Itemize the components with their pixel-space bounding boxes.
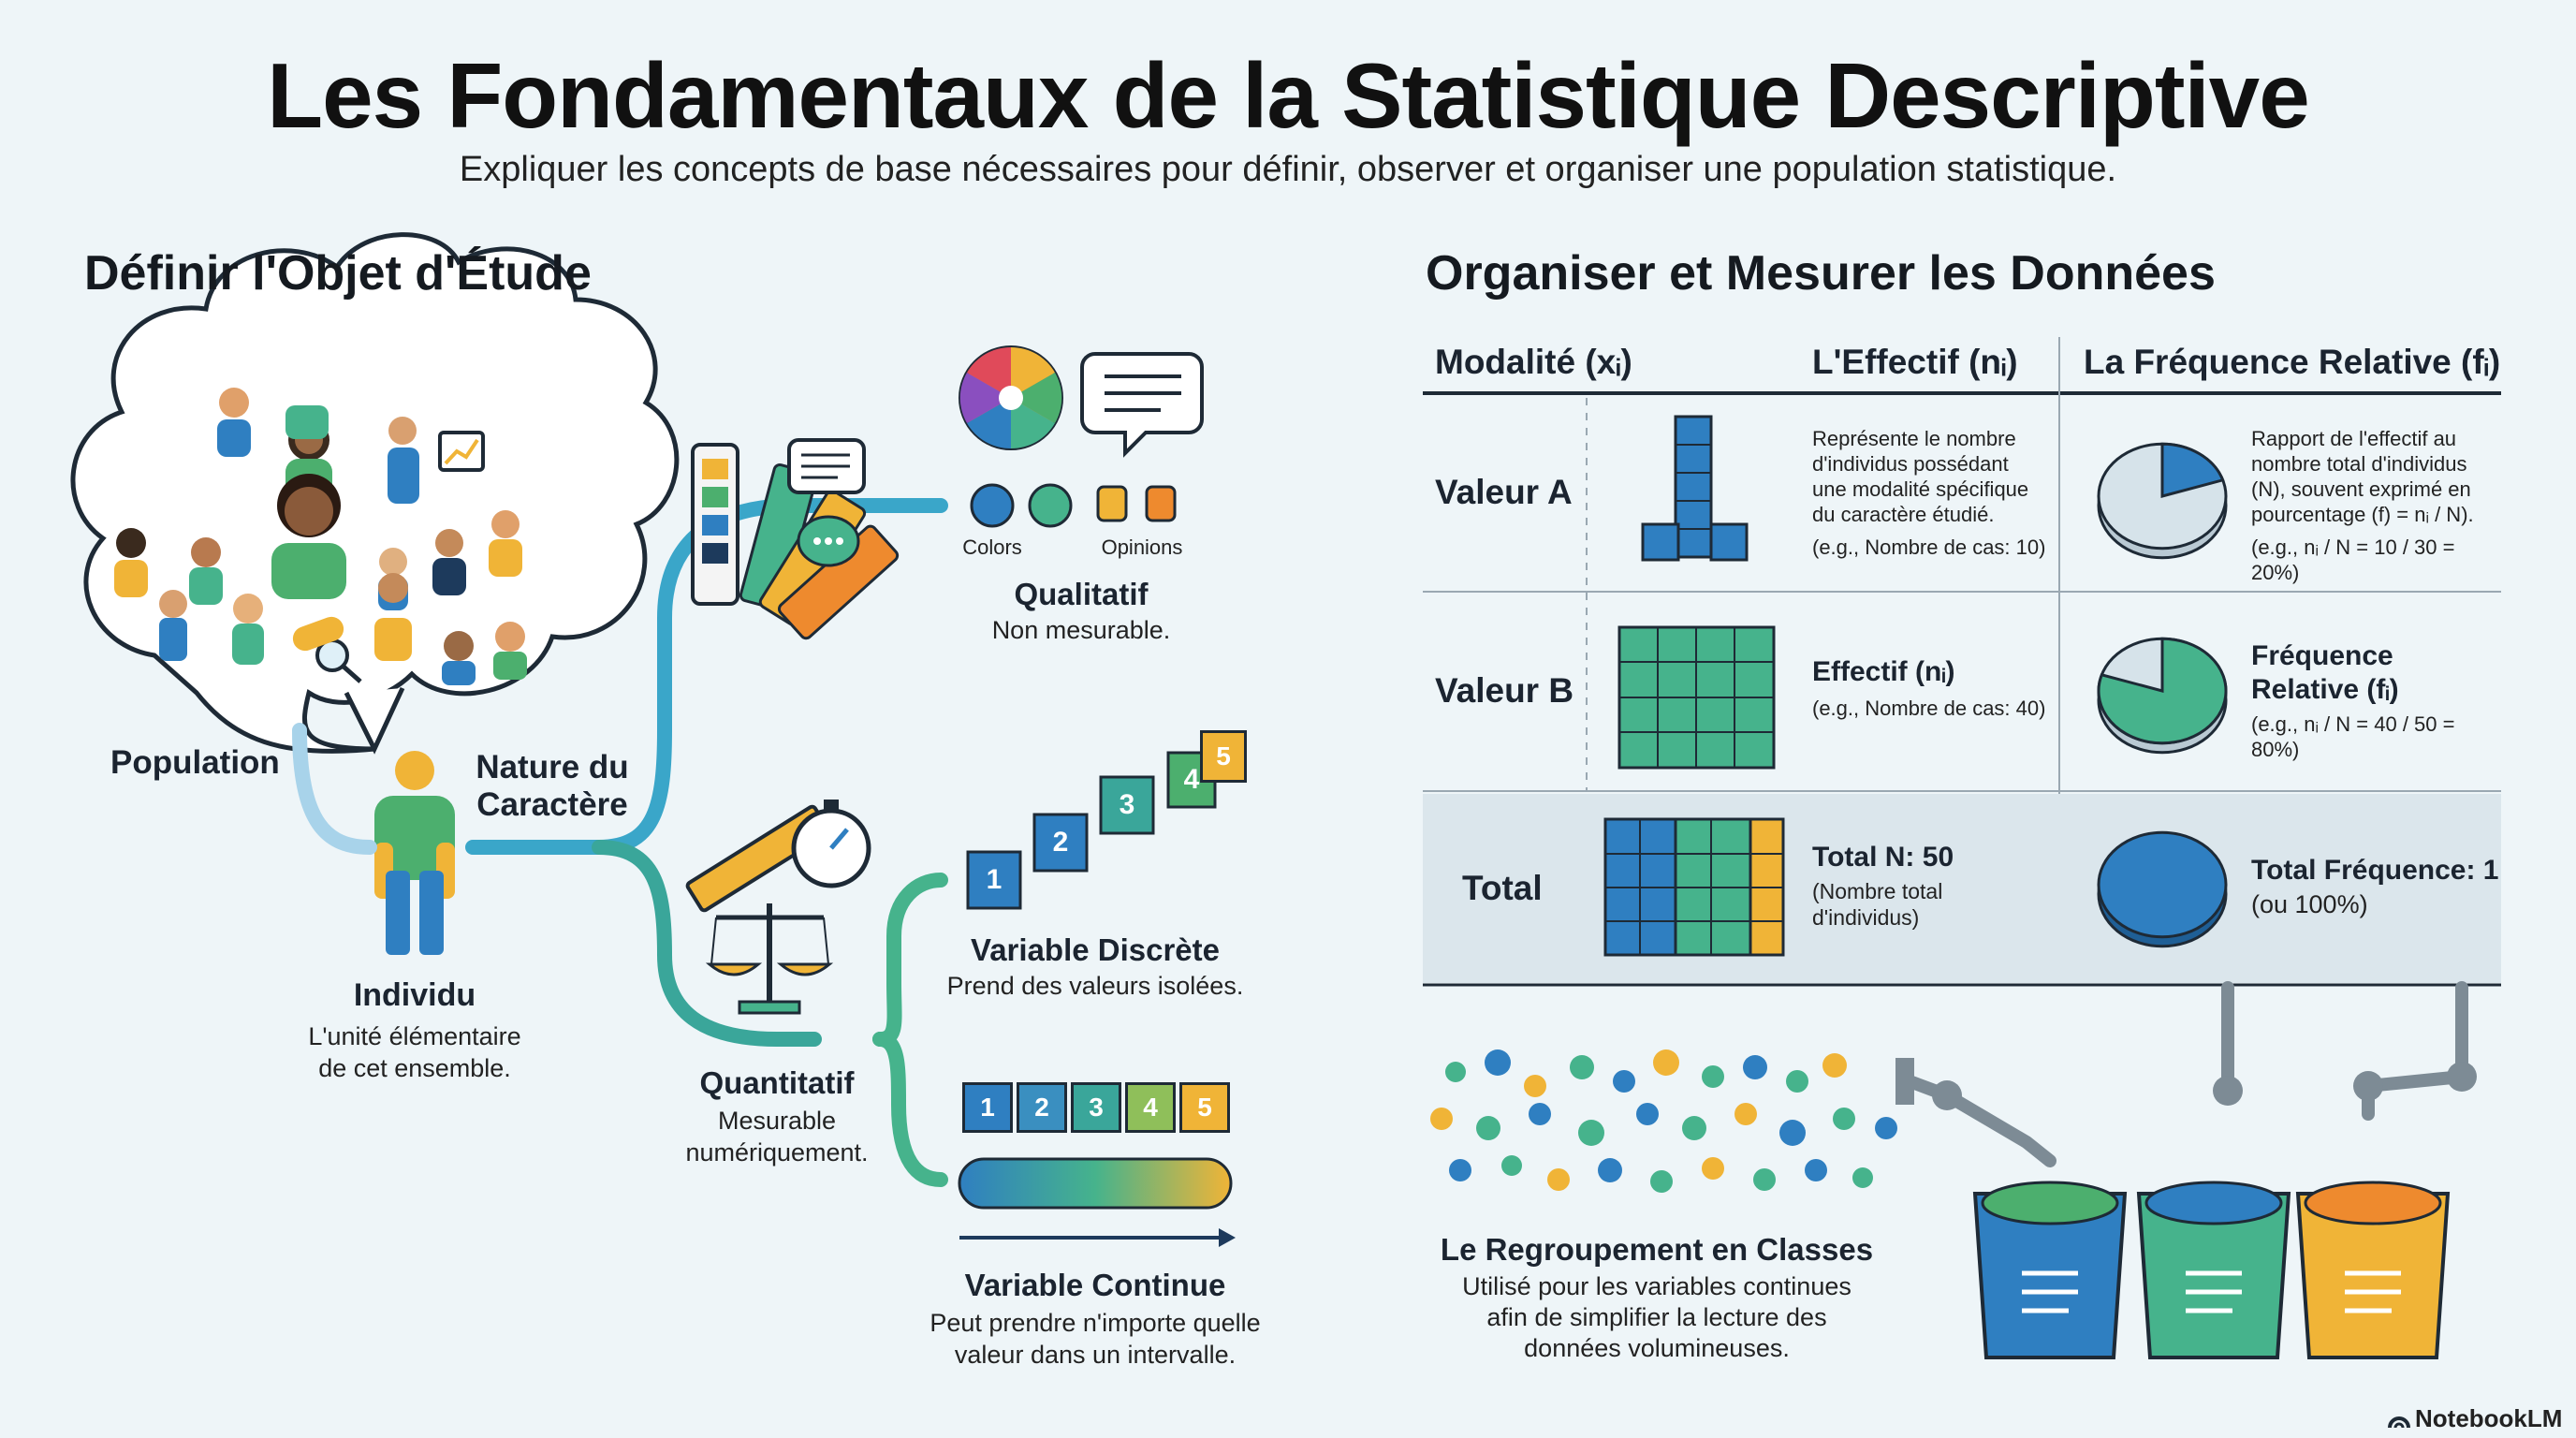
total-row-band [1423,794,2501,983]
page-subtitle: Expliquer les concepts de base nécessaires pour définir, observer et organiser une population statistique. [459,150,2117,189]
color-wheel-icon [960,347,1061,448]
color-dots-icon [972,485,1071,526]
cube-column-icon [1643,417,1747,560]
regroupement-description: Utilisé pour les variables continues afin de simplifier la lecture des données volumineuses. [1462,1272,1852,1362]
cube-block-icon [1619,627,1774,768]
notebooklm-logo-icon [2390,1418,2408,1428]
variable-continue-label: Variable Continue [964,1268,1226,1302]
pie-chart-valeur-a [2099,444,2226,558]
variable-discrete-description: Prend des valeurs isolées. [946,972,1244,1000]
header-effectif: L'Effectif (nᵢ) [1812,343,2018,381]
header-frequence: La Fréquence Relative (fᵢ) [2084,343,2501,381]
frequence-title-total: Total Fréquence: 1 [2251,855,2499,886]
scattered-data-icon [1430,1049,1897,1193]
population-cloud [73,235,677,752]
header-modalite: Modalité (xᵢ) [1435,343,1632,381]
opinion-bubble-icon [1082,354,1202,453]
variable-discrete-label: Variable Discrète [971,932,1220,967]
section-title-right: Organiser et Mesurer les Données [1426,246,2216,301]
row-label-valeur-a: Valeur A [1435,473,1573,511]
nature-caractere-label: Nature du Caractère [476,749,629,823]
robot-arms-icon [1910,988,2462,1161]
individu-description: L'unité élémentaire de cet ensemble. [308,1022,521,1082]
opinions-label: Opinions [1101,536,1183,559]
quantitatif-label: Quantitatif [699,1065,855,1100]
individu-label: Individu [353,977,476,1013]
continuous-box-5: 5 [1179,1082,1230,1133]
row-label-valeur-b: Valeur B [1435,671,1574,710]
thumbs-icon [1098,487,1175,521]
continuous-box-3: 3 [1071,1082,1121,1133]
discrete-cube-1: 1 [986,864,1003,895]
discrete-cube-3: 3 [1119,789,1135,820]
frequence-note-total: (ou 100%) [2251,890,2368,918]
discrete-cube-4: 4 [1183,764,1200,795]
population-label: Population [110,744,280,781]
brand-label: NotebookLM [2415,1404,2563,1432]
bin-green-icon [2139,1182,2289,1357]
frequence-note-b: (e.g., nᵢ / N = 40 / 50 = 80%) [2251,712,2455,761]
continuous-box-2: 2 [1017,1082,1067,1133]
continuous-box-1: 1 [962,1082,1013,1133]
effectif-title-total: Total N: 50 [1812,842,1954,873]
continuous-box-4: 4 [1125,1082,1176,1133]
colors-label: Colors [962,536,1022,559]
scale-icon [710,903,829,1013]
discrete-cube-2: 2 [1052,827,1069,858]
effectif-title-b: Effectif (nᵢ) [1812,656,1955,687]
frequence-title-b: Fréquence Relative (fᵢ) [2251,640,2399,705]
discrete-cube-5: 5 [1200,730,1247,783]
qualitatif-label: Qualitatif [1014,577,1149,611]
bin-blue-icon [1975,1182,2125,1357]
pie-chart-valeur-b [2099,638,2226,753]
qualitatif-description: Non mesurable. [991,616,1171,644]
row-label-total: Total [1462,869,1543,907]
effectif-description-a: Représente le nombre d'individus possédant une modalité spécifique du caractère étudié. (e.g., Nombre de cas: 10) [1812,427,2046,559]
bin-yellow-icon [2298,1182,2448,1357]
variable-continue-description: Peut prendre n'importe quelle valeur dans un intervalle. [929,1309,1261,1369]
section-title-left: Définir l'Objet d'Étude [84,246,592,301]
continuous-gradient-bar [959,1159,1231,1208]
regroupement-title: Le Regroupement en Classes [1440,1232,1874,1267]
quantitatif-description: Mesurable numériquement. [685,1107,869,1167]
pie-chart-total [2099,832,2226,946]
frequence-description-a: Rapport de l'effectif au nombre total d'individus (N), souvent exprimé en pourcentage (f) = nᵢ / N). (e.g., nᵢ / N = 10 / 30 = 20%) [2251,427,2474,584]
cube-total-icon [1605,819,1783,955]
effectif-note-total: (Nombre total d'individus) [1812,879,1943,930]
individu-figure [374,751,455,955]
color-swatch-icon [693,440,900,640]
effectif-note-b: (e.g., Nombre de cas: 40) [1812,697,2046,720]
pie-background [2099,832,2226,937]
page-title: Les Fondamentaux de la Statistique Descriptive [267,44,2309,147]
